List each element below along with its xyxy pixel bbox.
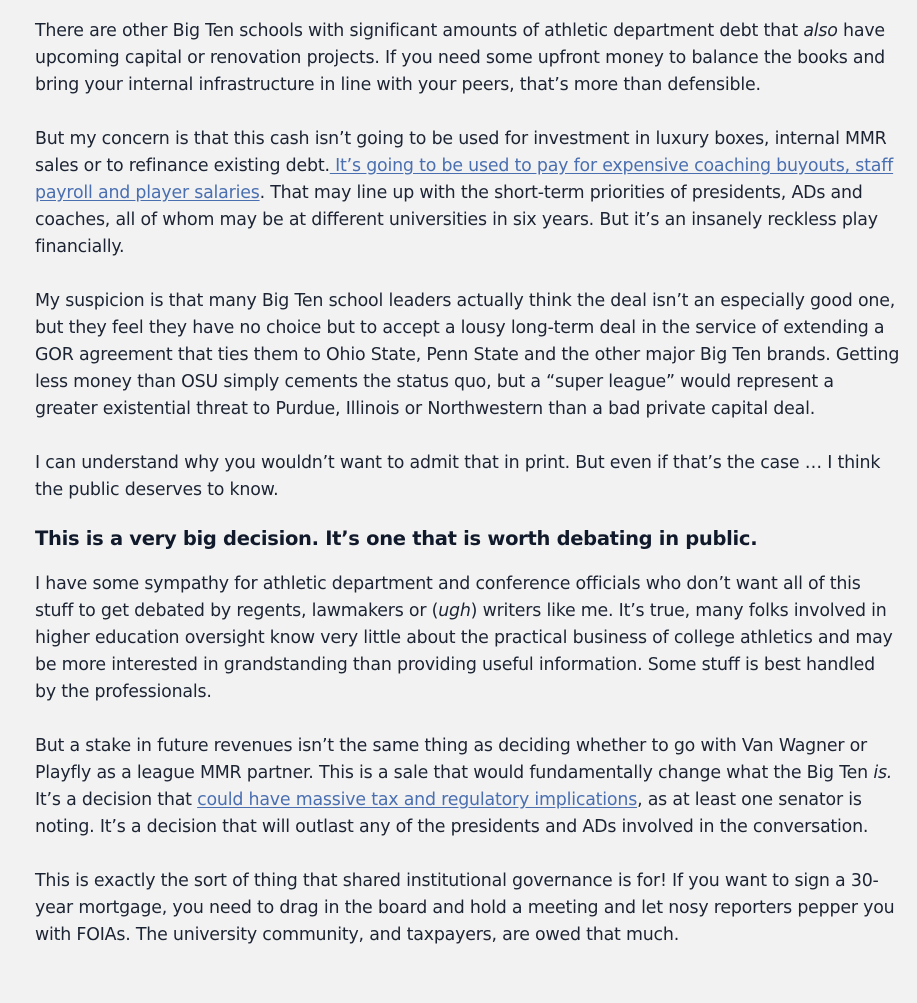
emphasis-also: also bbox=[803, 21, 838, 41]
emphasis-is: is. bbox=[873, 763, 893, 783]
paragraph-text: have upcoming capital or renovation projects. If you need some upfront money to balance the books and bring your internal infrastructure in line with your peers, that’s more than defensible. bbox=[35, 21, 886, 95]
paragraph-sympathy bbox=[35, 571, 901, 706]
paragraph-governance: This is exactly the sort of thing that shared institutional governance is for! If you want to sign a 30-year mortgage, you need to drag in the board and hold a meeting and let nosy reporters pepper you with FOIAs. The university community, and taxpayers, are owed that much. bbox=[35, 871, 895, 945]
paragraph-stake bbox=[35, 733, 901, 841]
paragraph-text: But my concern is that this cash isn’t going to be used for investment in luxury boxes, internal MMR sales or to refinance existing debt. bbox=[35, 129, 887, 176]
paragraph-suspicion: My suspicion is that many Big Ten school leaders actually think the deal isn’t an especially good one, but they feel they have no choice but to accept a lousy long-term deal in the service of extending a GOR agreement that ties them to Ohio State, Penn State and the other major Big Ten brands. Getting less money than OSU simply cements the status quo, but a “super league” would represent a greater existential threat to Purdue, Illinois or Northwestern than a bad private capital deal. bbox=[35, 291, 900, 419]
paragraph-text: . That may line up with the short-term priorities of presidents, ADs and coaches, all of whom may be at different universities in six years. But it’s an insanely reckless play financially. bbox=[35, 183, 878, 257]
paragraph-text: But a stake in future revenues isn’t the same thing as deciding whether to go with Van Wagner or Playfly as a league MMR partner. This is a sale that would fundamentally change what the Big Ten bbox=[35, 736, 874, 783]
paragraph-text: ) writers like me. It’s true, many folks involved in higher education oversight know very little about the practical business of college athletics and may be more interested in grandstanding than providing useful information. Some stuff is best handled by the professionals. bbox=[35, 601, 893, 702]
paragraph-public-deserves: I can understand why you wouldn’t want to admit that in print. But even if that’s the case … I think the public deserves to know. bbox=[35, 453, 881, 500]
paragraph-text: , as at least one senator is noting. It’s a decision that will outlast any of the presidents and ADs involved in the conversation. bbox=[35, 790, 869, 837]
emphasis-ugh: ugh bbox=[438, 601, 471, 621]
section-heading: This is a very big decision. It’s one that is worth debating in public. bbox=[35, 527, 758, 550]
article-body bbox=[35, 18, 901, 976]
tax-implications-link[interactable]: could have massive tax and regulatory implications bbox=[197, 790, 638, 810]
paragraph-text: I have some sympathy for athletic department and conference officials who don’t want all of this stuff to get debated by regents, lawmakers or ( bbox=[35, 574, 861, 621]
paragraph-text: It’s a decision that bbox=[35, 790, 198, 810]
paragraph-concern bbox=[35, 126, 901, 261]
paragraph-text: There are other Big Ten schools with significant amounts of athletic department debt that bbox=[35, 21, 804, 41]
paragraph-debt-projects bbox=[35, 18, 901, 99]
coaching-buyouts-link[interactable]: It’s going to be used to pay for expensive coaching buyouts, staff payroll and player salaries bbox=[35, 156, 894, 203]
